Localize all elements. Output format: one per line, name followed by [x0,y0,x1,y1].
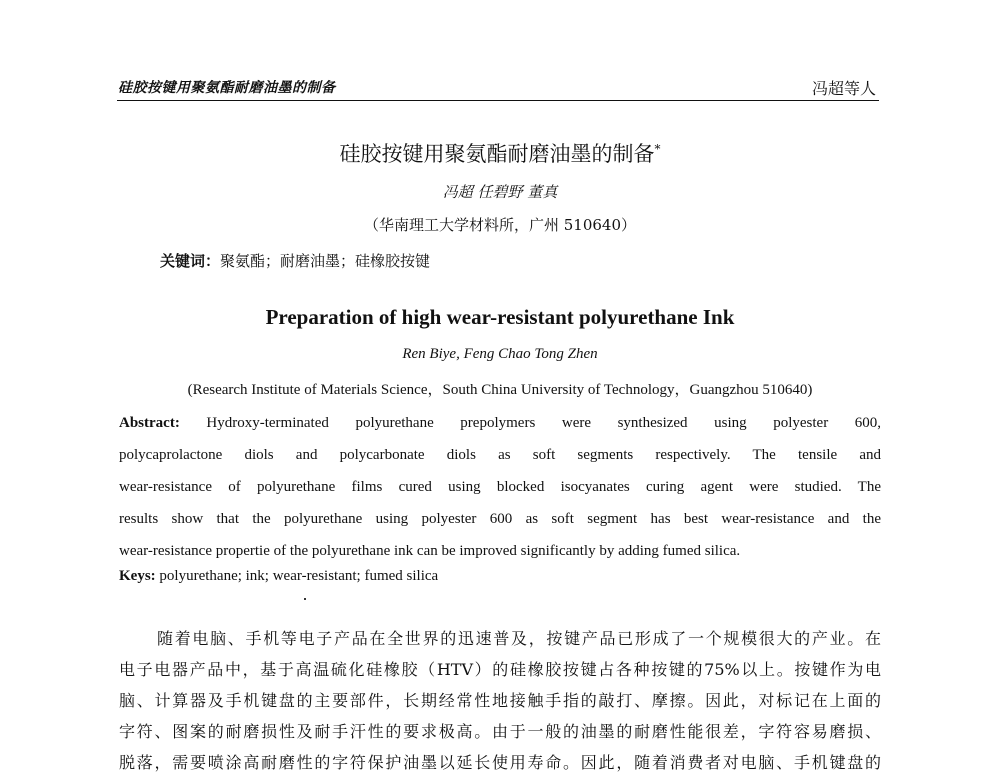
chinese-title-text: 硅胶按键用聚氨酯耐磨油墨的制备 [339,142,655,166]
chinese-keywords-text: 聚氨酯；耐磨油墨；硅橡胶按键 [220,252,431,270]
english-keywords-label: Keys: [119,568,156,584]
chinese-keywords-label: 关键词： [160,252,221,270]
english-keywords-text: polyurethane; ink; wear-resistant; fumed silica [159,568,439,584]
stray-mark [304,598,306,600]
english-abstract [119,407,881,567]
english-title: Preparation of high wear-resistant polyurethane Ink [265,305,735,329]
abstract-line [119,407,881,439]
abstract-line: wear-resistance of polyurethane films cured using blocked isocyanates curing agent were studied. The [119,479,881,495]
body-line: 字符、图案的耐磨损性及耐手汗性的要求极高。由于一般的油墨的耐磨性能很差，字符容易磨损、 [119,722,881,741]
chinese-affiliation: （华南理工大学材料所，广州 510640） [363,216,637,234]
body-paragraph [119,623,881,778]
abstract-line: wear-resistance propertie of the polyurethane ink can be improved significantly by adding fumed silica. [119,543,741,559]
body-line: 脱落，需要喷涂高耐磨性的字符保护油墨以延长使用寿命。因此，随着消费者对电脑、手机键盘的 [119,753,881,772]
body-line: 脑、计算器及手机键盘的主要部件，长期经常性地接触手指的敲打、摩擦。因此，对标记在上面的 [119,691,881,710]
abstract-line-text: Hydroxy-terminated polyurethane prepolymers were synthesized using polyester 600, [206,415,881,431]
running-header-authors: 冯超等人 [811,79,876,98]
title-footnote-mark: * [654,142,661,156]
english-affiliation: (Research Institute of Materials Science，South China University of Technology，Guangzhou 510640) [187,382,813,398]
running-header-title: 硅胶按键用聚氨酯耐磨油墨的制备 [118,80,336,96]
chinese-title [0,138,1000,168]
english-authors: Ren Biye, Feng Chao Tong Zhen [402,346,598,362]
english-keywords [119,568,438,585]
body-line: 随着电脑、手机等电子产品在全世界的迅速普及，按键产品已形成了一个规模很大的产业。在 [157,629,881,648]
abstract-label: Abstract: [119,415,180,431]
header-divider [117,100,879,101]
chinese-keywords [160,250,430,271]
abstract-line: polycaprolactone diols and polycarbonate diols as soft segments respectively. The tensile and [119,447,881,463]
abstract-line: results show that the polyurethane using polyester 600 as soft segment has best wear-resistance and the [119,511,881,527]
chinese-authors: 冯超 任碧野 董真 [442,183,558,201]
body-line: 电子电器产品中，基于高温硫化硅橡胶（HTV）的硅橡胶按键占各种按键的75%以上。按键作为电 [119,660,881,679]
